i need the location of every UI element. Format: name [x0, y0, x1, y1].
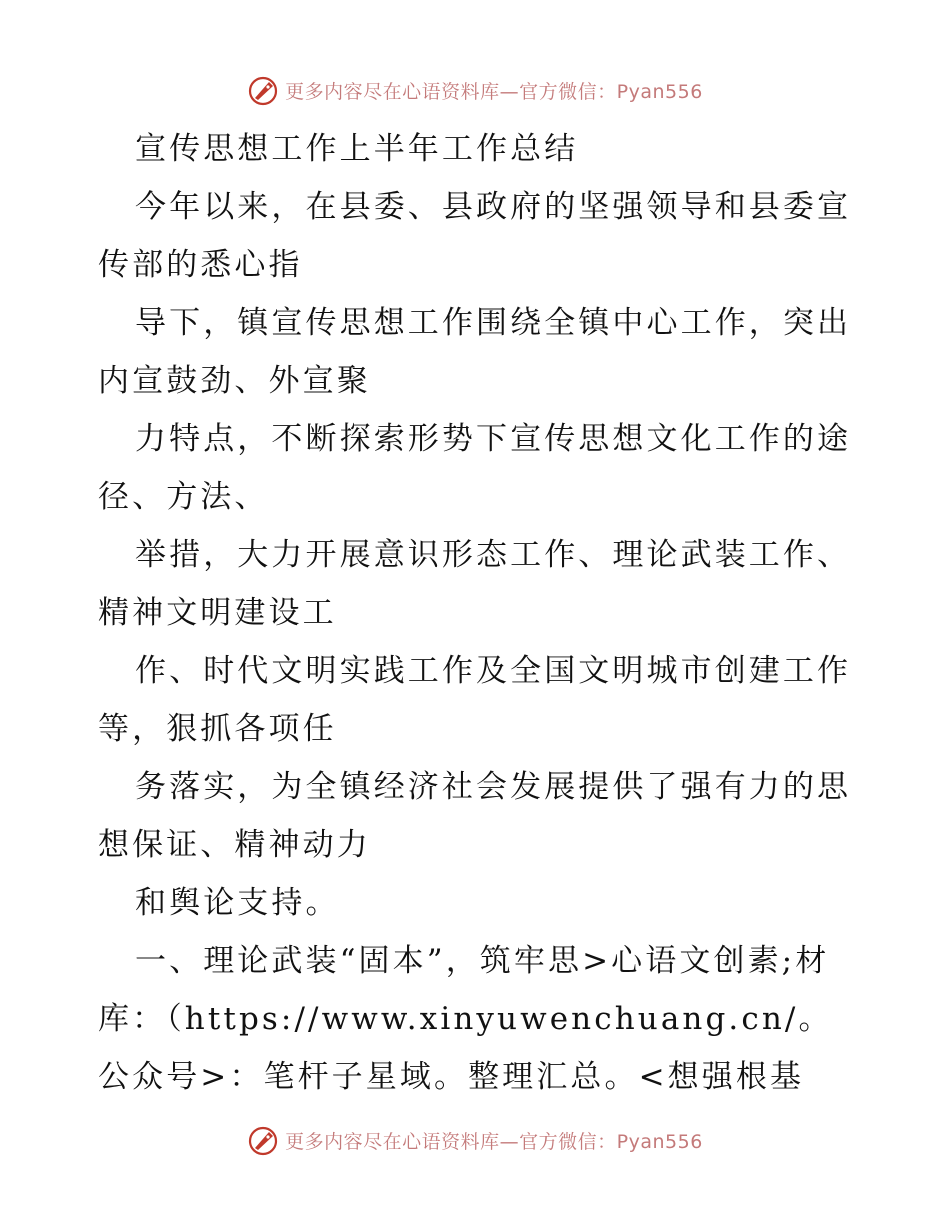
- paragraph: 务落实，为全镇经济社会发展提供了强有力的思想保证、精神动力: [98, 769, 852, 863]
- watermark-text: 更多内容尽在心语资料库—官方微信：Pyan556: [285, 1130, 703, 1153]
- footer-watermark: [0, 1120, 950, 1160]
- document-title: 宣传思想工作上半年工作总结: [135, 131, 579, 167]
- header-watermark: [0, 70, 950, 110]
- pen-nib-circle-icon: [247, 1124, 279, 1156]
- watermark-text: 更多内容尽在心语资料库—官方微信：Pyan556: [285, 80, 703, 103]
- paragraph: 和舆论支持。: [135, 885, 340, 921]
- document-body: [98, 120, 854, 1106]
- pen-nib-circle-icon: [247, 74, 279, 106]
- paragraph: 举措，大力开展意识形态工作、理论武装工作、精神文明建设工: [98, 537, 852, 631]
- section-heading: 一、理论武装“固本”，筑牢思>心语文创素;材库：（https://www.xinyuwenchuang.cn/。公众号>：笔杆子星域。整理汇总。<想强根基: [98, 943, 833, 1095]
- paragraph: 作、时代文明实践工作及全国文明城市创建工作等，狠抓各项任: [98, 653, 852, 747]
- paragraph: 导下，镇宣传思想工作围绕全镇中心工作，突出内宣鼓劲、外宣聚: [98, 305, 852, 399]
- paragraph: 力特点，不断探索形势下宣传思想文化工作的途径、方法、: [98, 421, 852, 515]
- paragraph: 今年以来，在县委、县政府的坚强领导和县委宣传部的悉心指: [98, 189, 852, 283]
